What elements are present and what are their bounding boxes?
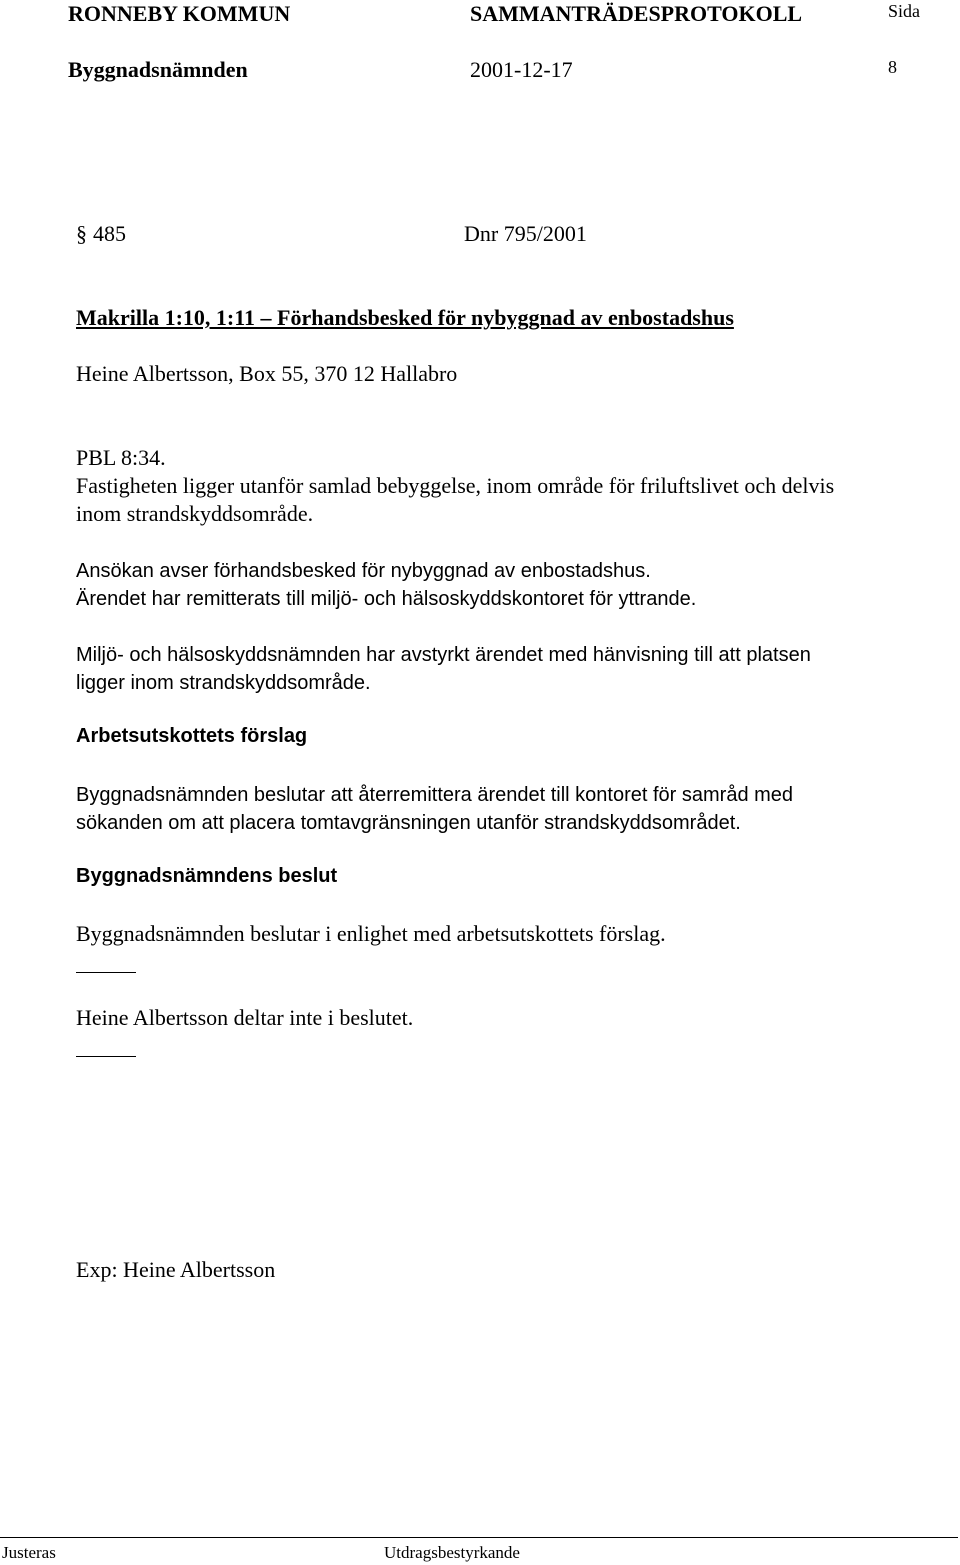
municipality-name: RONNEBY KOMMUN <box>68 1 291 26</box>
au-proposal-line-2: sökanden om att placera tomtavgränsningen utanför strandskyddsområdet. <box>76 812 741 834</box>
environment-board-line-1: Miljö- och hälsoskyddsnämnden har avstyrkt ärendet med hänvisning till att platsen <box>76 644 811 666</box>
separator-dash <box>76 1056 136 1057</box>
case-title: Makrilla 1:10, 1:11 – Förhandsbesked för nybyggnad av enbostadshus <box>76 305 734 330</box>
expedition-list: Exp: Heine Albertsson <box>76 1257 276 1282</box>
applicant-address: Heine Albertsson, Box 55, 370 12 Hallabro <box>76 361 458 386</box>
meeting-date: 2001-12-17 <box>470 57 573 82</box>
decision-note: Heine Albertsson deltar inte i beslutet. <box>76 1005 414 1030</box>
section-symbol: § <box>76 221 87 246</box>
application-line-2: Ärendet har remitterats till miljö- och hälsoskyddskontoret för yttrande. <box>76 588 697 610</box>
pbl-reference: PBL 8:34. <box>76 445 166 470</box>
property-description-line-1: Fastigheten ligger utanför samlad bebyggelse, inom område för friluftslivet och delvis <box>76 473 835 498</box>
environment-board-line-2: ligger inom strandskyddsområde. <box>76 672 371 694</box>
decision-heading: Byggnadsnämndens beslut <box>76 865 338 887</box>
footer-utdragsbestyrkande: Utdragsbestyrkande <box>384 1543 520 1562</box>
diary-number: Dnr 795/2001 <box>464 221 587 246</box>
committee-name: Byggnadsnämnden <box>68 57 248 82</box>
section-number: 485 <box>93 221 126 246</box>
decision-text: Byggnadsnämnden beslutar i enlighet med arbetsutskottets förslag. <box>76 921 666 946</box>
page-number: 8 <box>888 57 897 77</box>
footer-justeras: Justeras <box>2 1543 56 1562</box>
page-label: Sida <box>888 1 921 21</box>
property-description-line-2: inom strandskyddsområde. <box>76 501 314 526</box>
au-proposal-heading: Arbetsutskottets förslag <box>76 725 308 747</box>
separator-dash <box>76 972 136 973</box>
application-line-1: Ansökan avser förhandsbesked för nybyggnad av enbostadshus. <box>76 560 651 582</box>
document-type: SAMMANTRÄDESPROTOKOLL <box>470 1 803 26</box>
footer-divider <box>0 1537 958 1538</box>
au-proposal-line-1: Byggnadsnämnden beslutar att återremittera ärendet till kontoret för samråd med <box>76 784 794 806</box>
